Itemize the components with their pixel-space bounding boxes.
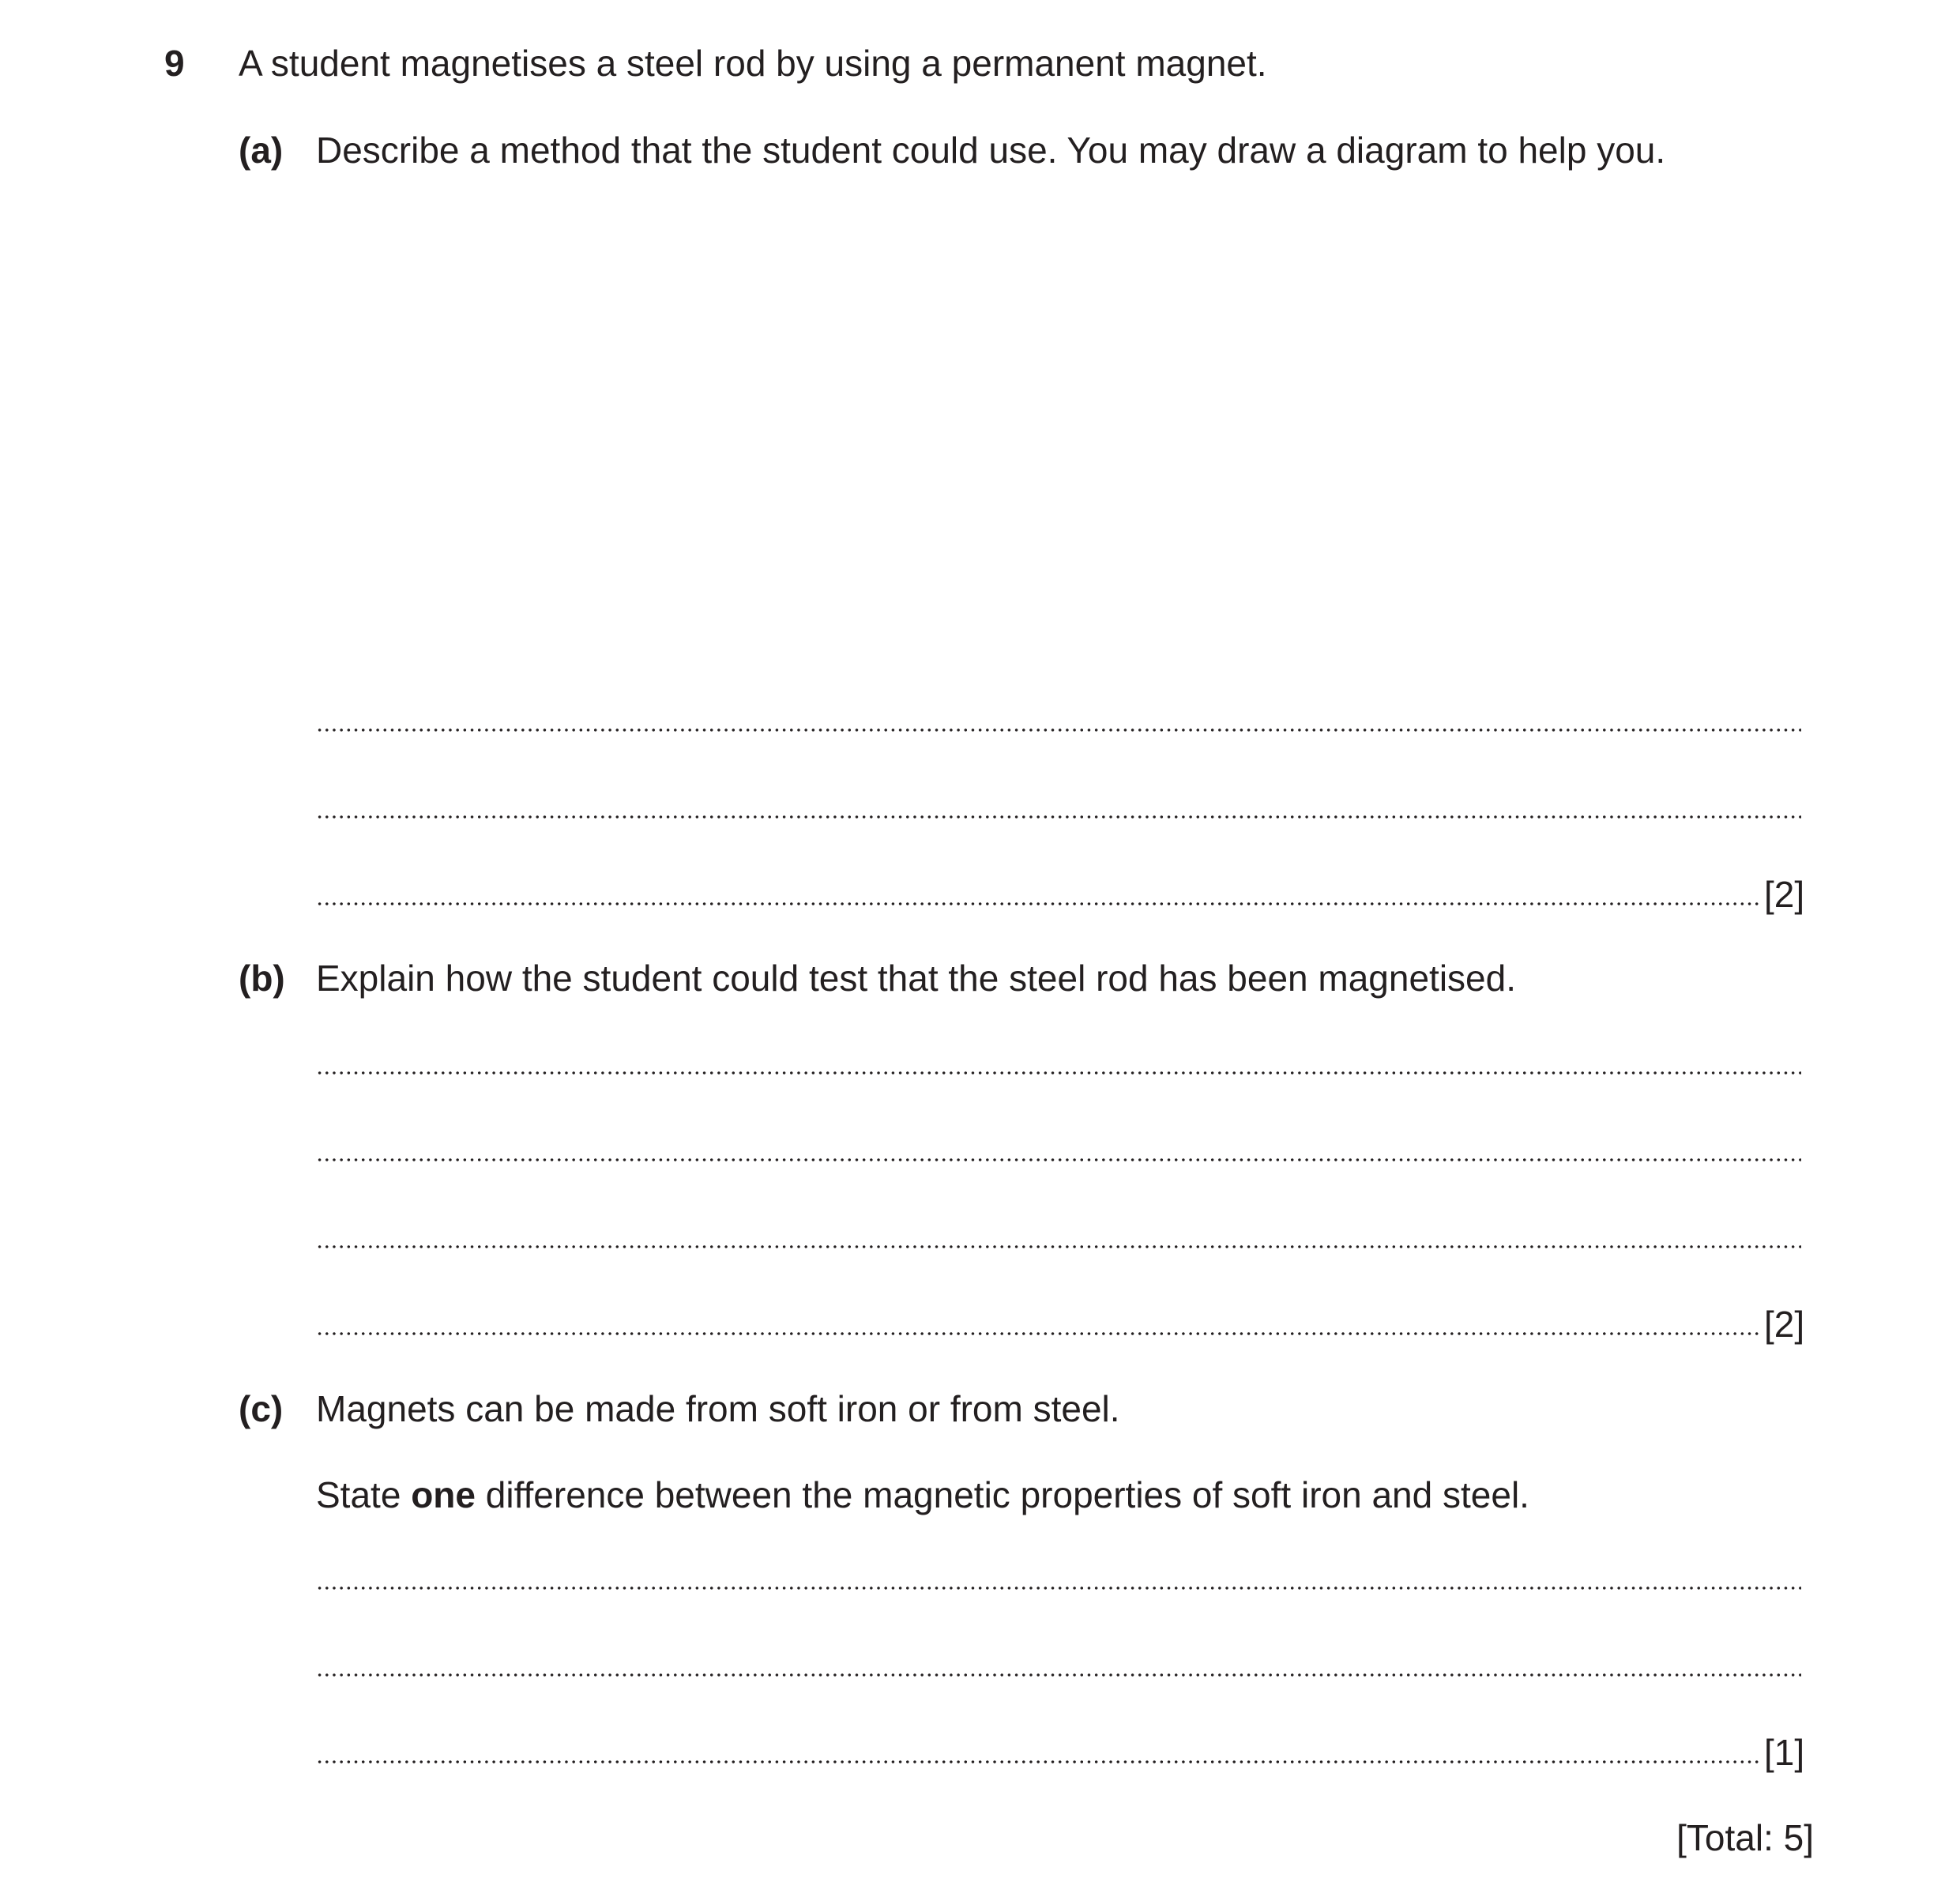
answer-line-a3[interactable]	[316, 902, 1762, 905]
part-c-marks: [1]	[1764, 1732, 1805, 1773]
answer-line-b4[interactable]	[316, 1332, 1762, 1335]
answer-line-a2[interactable]	[316, 815, 1801, 819]
total-marks: [Total: 5]	[1676, 1817, 1814, 1858]
part-a-label: (a)	[239, 130, 284, 171]
part-b-marks: [2]	[1764, 1304, 1805, 1345]
part-b-label: (b)	[239, 958, 285, 999]
diagram-answer-space[interactable]	[316, 182, 1801, 687]
answer-line-c2[interactable]	[316, 1673, 1801, 1677]
answer-line-b2[interactable]	[316, 1158, 1801, 1161]
part-a-marks: [2]	[1764, 874, 1805, 915]
answer-line-b1[interactable]	[316, 1071, 1801, 1075]
part-c-prompt: Magnets can be made from soft iron or from steel.	[316, 1388, 1120, 1429]
part-c-instruction-end: difference between the magnetic properties of soft iron and steel.	[475, 1474, 1529, 1515]
answer-line-b3[interactable]	[316, 1245, 1801, 1248]
answer-line-c3[interactable]	[316, 1760, 1762, 1763]
part-b-prompt: Explain how the student could test that the steel rod has been magnetised.	[316, 958, 1516, 999]
part-c-instruction-start: State	[316, 1474, 412, 1515]
part-c-instruction	[316, 1473, 1529, 1517]
answer-line-a1[interactable]	[316, 728, 1801, 732]
part-a-prompt: Describe a method that the student could use. You may draw a diagram to help you.	[316, 130, 1666, 171]
part-c-instruction-emphasis: one	[411, 1474, 476, 1515]
question-stem: A student magnetises a steel rod by using a permanent magnet.	[239, 43, 1267, 84]
question-number: 9	[164, 43, 185, 84]
part-c-label: (c)	[239, 1388, 284, 1429]
answer-line-c1[interactable]	[316, 1586, 1801, 1590]
